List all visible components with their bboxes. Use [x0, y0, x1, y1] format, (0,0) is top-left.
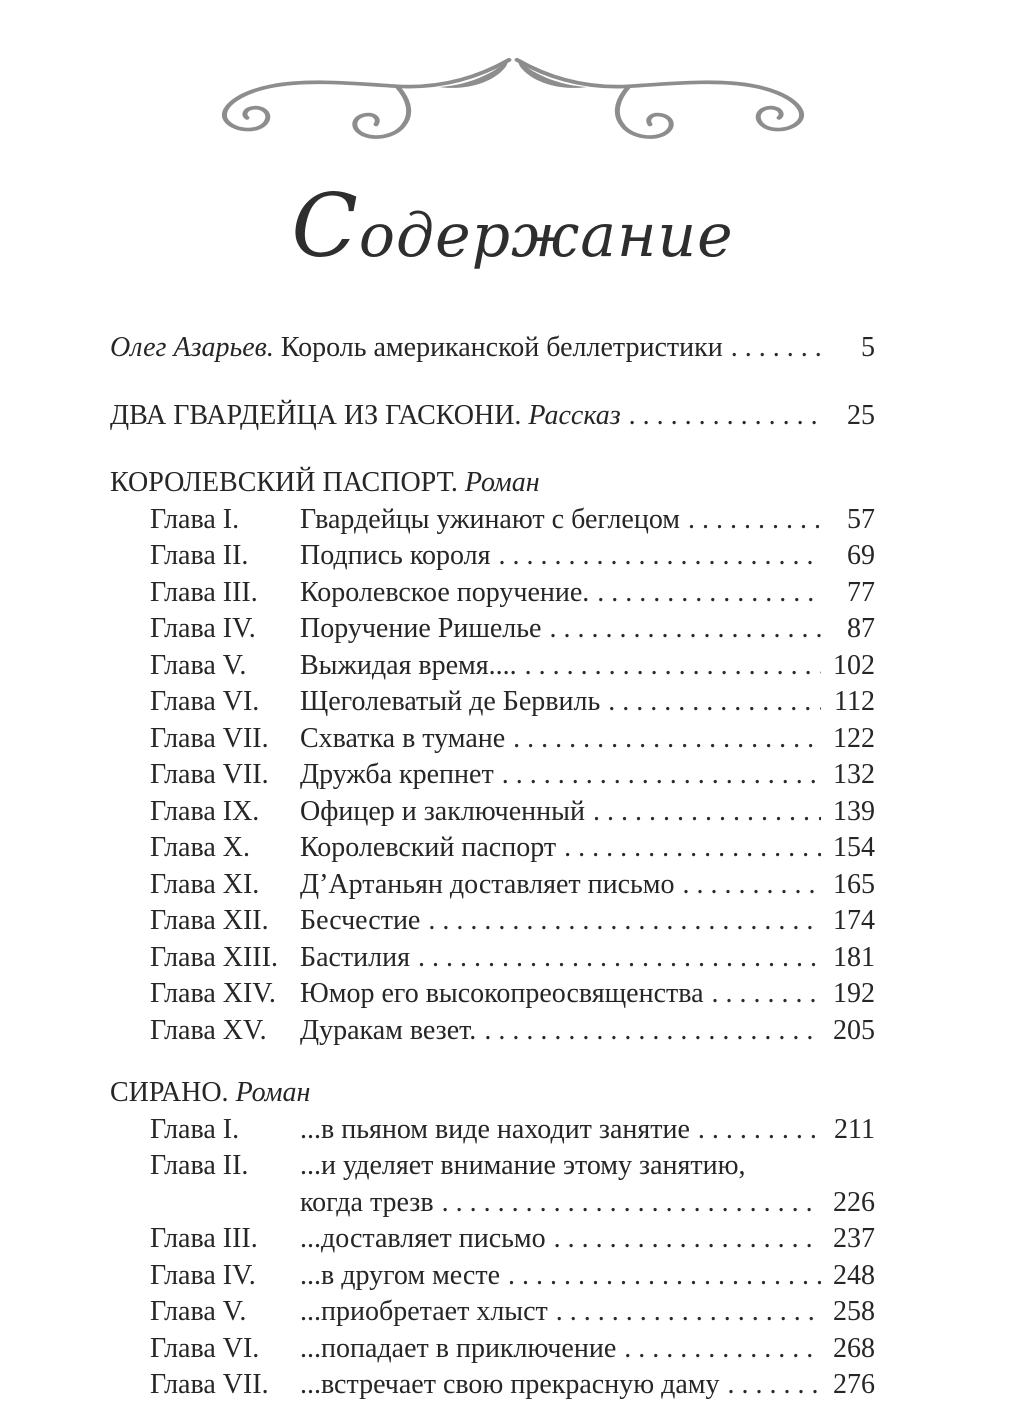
- page-number: 139: [833, 795, 875, 827]
- chapter-title: Бастилия: [300, 941, 410, 973]
- chapter-row: [110, 1331, 875, 1368]
- dot-leader: [597, 575, 821, 612]
- chapter-title: Гвардейцы ужинают с беглецом: [300, 503, 681, 535]
- chapter-title: ...в другом месте: [300, 1259, 501, 1291]
- chapter-label: Глава II.: [150, 1150, 249, 1181]
- chapter-title: Щеголеватый де Бервиль: [300, 686, 601, 717]
- page-number: 165: [833, 868, 875, 900]
- chapter-row: [110, 1221, 875, 1258]
- dot-leader: [428, 903, 821, 940]
- page-number: 122: [833, 722, 875, 754]
- dot-leader: [688, 502, 821, 539]
- page-number: 112: [834, 686, 875, 717]
- section-title: КОРОЛЕВСКИЙ ПАСПОРТ.: [110, 467, 458, 498]
- chapter-label: Глава I.: [150, 1113, 240, 1145]
- chapter-row: [110, 1294, 875, 1331]
- chapter-label: Глава XIII.: [150, 941, 278, 973]
- chapter-row: [110, 1258, 875, 1295]
- dot-leader: [629, 398, 821, 435]
- page-number: 211: [834, 1113, 875, 1145]
- flourish-inner-spiral: [354, 86, 408, 137]
- toc-entry-foreword: [110, 330, 875, 367]
- dot-leader: [683, 867, 821, 904]
- page-number: 181: [833, 941, 875, 973]
- chapter-row: [110, 830, 875, 867]
- calligraphic-flourish-icon: [203, 54, 823, 142]
- chapter-row: [110, 575, 875, 612]
- chapter-title: Выжидая время....: [300, 649, 517, 681]
- chapter-label: Глава X.: [150, 832, 250, 863]
- chapter-title: Поручение Ришелье: [300, 613, 542, 644]
- chapter-title: Королевский паспорт: [300, 832, 557, 863]
- chapter-label: Глава VII.: [150, 759, 269, 790]
- chapter-title: Офицер и заключенный: [300, 795, 585, 827]
- section-heading-text: [110, 1075, 310, 1112]
- chapter-row: [110, 976, 875, 1013]
- chapter-label: Глава XI.: [150, 868, 260, 900]
- entry-text: [110, 398, 621, 435]
- section-heading: [110, 465, 875, 502]
- dot-leader: [525, 648, 821, 685]
- section-heading: [110, 1075, 875, 1112]
- chapter-label: Глава VII.: [150, 722, 269, 754]
- chapter-title: Бесчестие: [300, 905, 421, 936]
- section-genre: Роман: [235, 1077, 311, 1108]
- toc-section: [110, 1075, 875, 1404]
- flourish-left-half: [224, 60, 509, 137]
- page-number: 69: [847, 540, 875, 571]
- entry-genre: Рассказ: [528, 399, 621, 431]
- chapter-title: ...приобретает хлыст: [300, 1296, 548, 1327]
- dot-leader: [728, 1367, 821, 1404]
- page-title: Содержание: [291, 175, 734, 277]
- chapter-row: [110, 684, 875, 721]
- chapter-title: ...попадает в приключение: [300, 1332, 617, 1364]
- chapter-row: [110, 502, 875, 539]
- chapter-label: Глава XIV.: [150, 978, 276, 1009]
- chapter-row: [110, 538, 875, 575]
- chapter-title: Королевское поручение.: [300, 576, 590, 608]
- dot-leader: [731, 330, 821, 367]
- page-number: 248: [833, 1259, 875, 1291]
- flourish-sweep: [224, 60, 509, 130]
- chapter-label: Глава XII.: [150, 905, 269, 936]
- dot-leader: [502, 757, 821, 794]
- section-heading-text: [110, 465, 540, 502]
- entry-author: Олег Азарьев.: [110, 332, 274, 363]
- dot-leader: [624, 1331, 821, 1368]
- chapter-row-continuation: [110, 1185, 875, 1222]
- chapter-row: [110, 940, 875, 977]
- toc-section: [110, 465, 875, 1049]
- chapter-title: Дуракам везет.: [300, 1014, 477, 1046]
- page-number: 132: [833, 759, 875, 790]
- chapter-row: [110, 1112, 875, 1149]
- chapter-row: [110, 867, 875, 904]
- page-number: 57: [847, 503, 875, 535]
- table-of-contents: [0, 330, 1025, 1404]
- entry-title: ДВА ГВАРДЕЙЦА ИЗ ГАСКОНИ.: [110, 399, 522, 431]
- chapter-label: Глава III.: [150, 576, 258, 608]
- chapter-title: Подпись короля: [300, 540, 491, 571]
- page-number: 192: [833, 978, 875, 1009]
- chapter-title: ...доставляет письмо: [300, 1223, 546, 1254]
- flourish-sweep: [517, 60, 802, 130]
- section-genre: Роман: [464, 467, 540, 498]
- dot-leader: [549, 611, 821, 648]
- dot-leader: [499, 538, 822, 575]
- dot-leader: [698, 1112, 821, 1149]
- flourish-inner-spiral: [617, 86, 671, 137]
- chapter-label: Глава II.: [150, 540, 249, 571]
- dot-leader: [556, 1294, 821, 1331]
- chapter-row: [110, 903, 875, 940]
- chapter-row: [110, 1367, 875, 1404]
- chapter-row: [110, 721, 875, 758]
- chapter-title: Схватка в тумане: [300, 722, 506, 754]
- chapter-label: Глава VI.: [150, 1332, 260, 1364]
- chapter-row: [110, 1013, 875, 1050]
- page-number: 258: [833, 1296, 875, 1327]
- chapter-title: Юмор его высокопреосвященства: [300, 978, 704, 1009]
- dot-leader: [608, 684, 821, 721]
- page-number: 174: [833, 905, 875, 936]
- chapter-row: [110, 1148, 875, 1185]
- page-number: 25: [847, 399, 875, 431]
- dot-leader: [418, 940, 821, 977]
- chapter-label: Глава V.: [150, 649, 247, 681]
- dot-leader: [593, 794, 821, 831]
- chapter-label: Глава V.: [150, 1296, 247, 1327]
- chapter-label: Глава I.: [150, 503, 240, 535]
- page-number: 102: [833, 649, 875, 681]
- page-number: 276: [833, 1369, 875, 1400]
- dot-leader: [712, 976, 821, 1013]
- page-number: 268: [833, 1332, 875, 1364]
- chapter-title: ...встречает свою прекрасную даму: [300, 1369, 720, 1400]
- page-number: 205: [833, 1014, 875, 1046]
- chapter-title: ...в пьяном виде находит занятие: [300, 1113, 690, 1145]
- chapter-title: Дружба крепнет: [300, 759, 494, 790]
- page-number: 226: [833, 1186, 875, 1218]
- dot-leader: [513, 721, 821, 758]
- dot-leader: [508, 1258, 821, 1295]
- chapter-label: Глава VII.: [150, 1369, 269, 1400]
- page-number: 237: [833, 1223, 875, 1254]
- dot-leader: [554, 1221, 821, 1258]
- chapter-title: ...и уделяет внимание этому занятию,: [300, 1150, 746, 1181]
- flourish-right-half: [517, 60, 802, 137]
- chapter-title-continuation: когда трезв: [300, 1186, 434, 1218]
- section-title: СИРАНО.: [110, 1077, 229, 1108]
- page-number: 77: [847, 576, 875, 608]
- chapter-row: [110, 794, 875, 831]
- entry-title: Король американской беллетристики: [280, 332, 723, 363]
- chapter-row: [110, 757, 875, 794]
- toc-sections: [110, 465, 875, 1404]
- toc-entry-story: [110, 398, 875, 435]
- chapter-label: Глава IV.: [150, 613, 256, 644]
- page-number: 154: [833, 832, 875, 863]
- page-number: 87: [847, 613, 875, 644]
- chapter-label: Глава IV.: [150, 1259, 256, 1291]
- dot-leader: [442, 1185, 821, 1222]
- dot-leader: [564, 830, 821, 867]
- chapter-label: Глава III.: [150, 1223, 258, 1254]
- entry-text: [110, 330, 723, 367]
- chapter-row: [110, 611, 875, 648]
- chapter-label: Глава VI.: [150, 686, 260, 717]
- chapter-label: Глава IX.: [150, 795, 260, 827]
- dot-leader: [484, 1013, 821, 1050]
- page-number: 5: [861, 332, 875, 363]
- chapter-label: Глава XV.: [150, 1014, 267, 1046]
- chapter-title: Д’Артаньян доставляет письмо: [300, 868, 675, 900]
- chapter-row: [110, 648, 875, 685]
